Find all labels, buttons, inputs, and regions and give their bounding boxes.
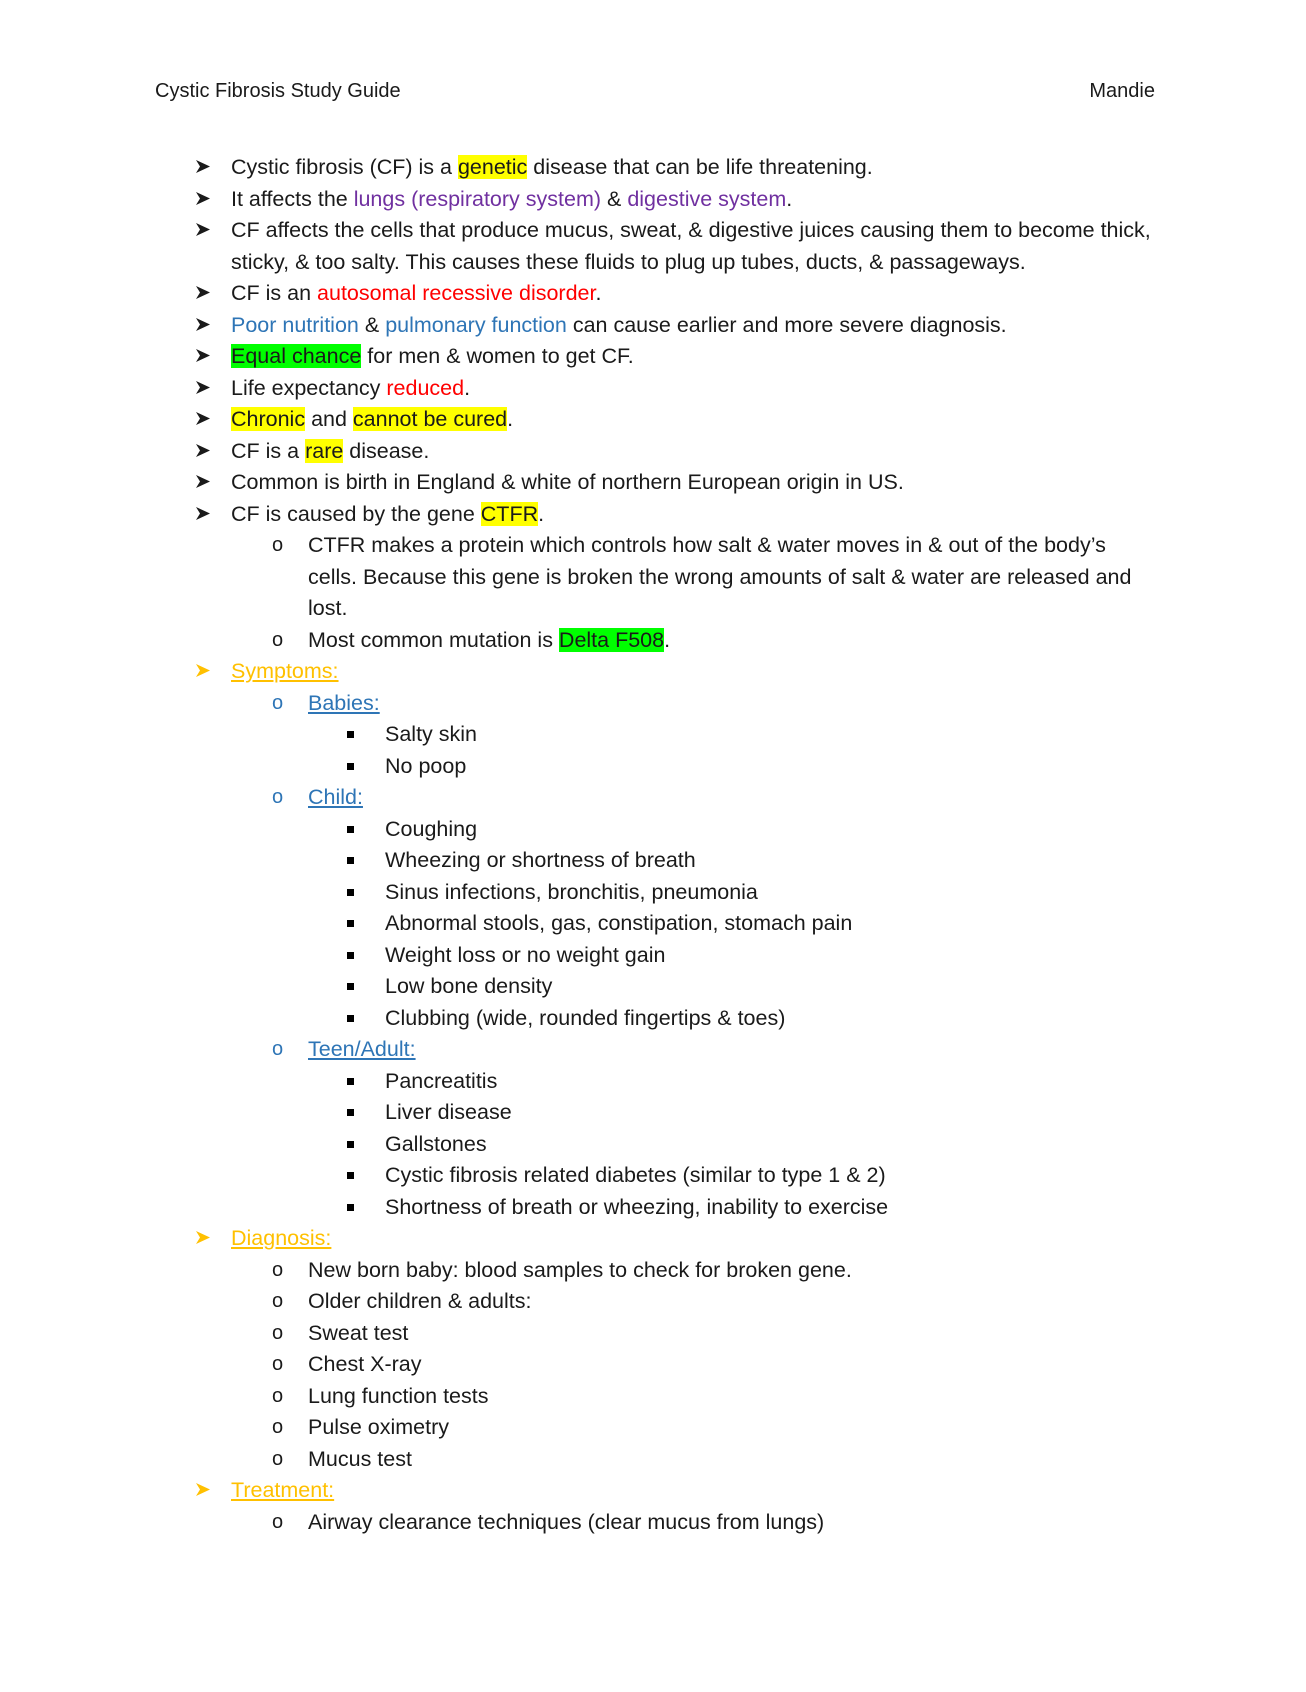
list-item: Cystic fibrosis related diabetes (similar to type 1 & 2) [0,1160,1306,1192]
arrow-bullet-icon [195,310,211,332]
list-item: Liver disease [0,1097,1306,1129]
bullet-item: CF is an autosomal recessive disorder. [0,278,1306,310]
list-item: o Pulse oximetry [0,1412,1306,1444]
sub-bullet-item: o Most common mutation is Delta F508. [0,625,1306,657]
colored-term: autosomal recessive disorder [317,281,596,305]
bullet-item: CF affects the cells that produce mucus, sweat, & digestive juices causing them to become thick, sticky, & too salty. This causes these fluids to plug up tubes, ducts, & passageways. [0,215,1151,278]
bullet-item: CF is a rare disease. [0,436,1306,468]
square-bullet-icon [347,845,354,877]
arrow-bullet-icon [195,436,211,458]
list-item: Salty skin [0,719,1306,751]
arrow-bullet-icon [195,152,211,174]
arrow-bullet-icon [195,499,211,521]
circle-bullet-icon: o [272,1384,284,1407]
list-item: o Mucus test [0,1444,1306,1476]
circle-bullet-icon: o [272,1447,284,1470]
circle-bullet-icon: o [272,628,284,651]
symptom-group-label: o Teen/Adult: [0,1034,1306,1066]
arrow-bullet-icon [195,404,211,426]
list-item: Clubbing (wide, rounded fingertips & toes) [0,1003,1306,1035]
highlight: rare [305,438,344,463]
square-bullet-icon [347,1003,354,1035]
list-item: Sinus infections, bronchitis, pneumonia [0,877,1306,909]
author-name: Mandie [1089,80,1155,102]
circle-bullet-icon: o [272,1321,284,1344]
highlight: Chronic [231,407,306,431]
bullet-item: Life expectancy reduced. [0,373,1306,405]
bullet-item: Cystic fibrosis (CF) is a genetic disease that can be life threatening. [0,152,1306,184]
bullet-item: CF is caused by the gene CTFR. [0,499,1306,531]
circle-bullet-icon: o [272,1038,284,1060]
section-heading-diagnosis: Diagnosis: [0,1223,1306,1255]
highlight: Delta F508 [558,627,665,652]
list-item: Low bone density [0,971,1306,1003]
list-item: No poop [0,751,1306,783]
bullet-item: Poor nutrition & pulmonary function can cause earlier and more severe diagnosis. [0,310,1306,342]
circle-bullet-icon: o [272,1416,284,1438]
arrow-bullet-icon [195,656,211,678]
list-item: o Chest X-ray [0,1349,1306,1381]
list-item: o Sweat test [0,1318,1306,1350]
page-header [155,80,1155,110]
sub-bullet-item: o CTFR makes a protein which controls how salt & water moves in & out of the body’s cells. Because this gene is broken the wrong amounts of salt & water are released and lost. [0,530,1150,625]
list-item: Coughing [0,814,1306,846]
square-bullet-icon [347,1192,354,1224]
list-item: Abnormal stools, gas, constipation, stomach pain [0,908,1306,940]
circle-bullet-icon: o [272,1510,284,1533]
circle-bullet-icon: o [272,1353,284,1375]
arrow-bullet-icon [195,278,211,300]
list-item: Weight loss or no weight gain [0,940,1306,972]
square-bullet-icon [347,814,354,846]
bullet-item: It affects the lungs (respiratory system) & digestive system. [0,184,1306,216]
section-heading-symptoms: Symptoms: [0,656,1306,688]
arrow-bullet-icon [195,1475,211,1497]
colored-term: Poor nutrition [231,312,359,337]
square-bullet-icon [347,877,354,909]
colored-term: digestive system [627,186,787,211]
document-body [0,152,1306,1538]
highlight: Equal chance [231,344,362,368]
list-item: Shortness of breath or wheezing, inability to exercise [0,1192,1306,1224]
list-item: o New born baby: blood samples to check for broken gene. [0,1255,1306,1287]
highlight: CTFR [480,501,539,526]
square-bullet-icon [347,908,354,940]
highlight: cannot be cured [352,407,508,431]
circle-bullet-icon: o [272,1258,284,1281]
square-bullet-icon [347,751,354,783]
arrow-bullet-icon [195,341,211,363]
bullet-item: Equal chance for men & women to get CF. [0,341,1306,373]
symptom-group-label: o Babies: [0,688,1306,720]
square-bullet-icon [347,1160,354,1192]
arrow-bullet-icon [195,467,211,489]
bullet-item: Common is birth in England & white of northern European origin in US. [0,467,1306,499]
arrow-bullet-icon [195,373,211,395]
colored-term: lungs (respiratory system) [353,186,602,211]
square-bullet-icon [347,1066,354,1098]
list-item: Pancreatitis [0,1066,1306,1098]
circle-bullet-icon: o [272,786,284,808]
arrow-bullet-icon [195,1223,211,1245]
square-bullet-icon [347,940,354,972]
list-item: Wheezing or shortness of breath [0,845,1306,877]
symptom-group-label: o Child: [0,782,1306,814]
square-bullet-icon [347,971,354,1003]
circle-bullet-icon: o [272,691,284,714]
highlight: genetic [457,155,528,179]
circle-bullet-icon: o [272,534,284,556]
circle-bullet-icon: o [272,1290,284,1312]
colored-term: pulmonary function [385,312,567,337]
document-title: Cystic Fibrosis Study Guide [155,80,401,102]
square-bullet-icon [347,719,354,751]
bullet-item: Chronic and cannot be cured. [0,404,1306,436]
list-item: o Airway clearance techniques (clear mucus from lungs) [0,1507,1306,1539]
section-heading-treatment: Treatment: [0,1475,1306,1507]
arrow-bullet-icon [195,184,211,206]
list-item: Gallstones [0,1129,1306,1161]
list-item: o Older children & adults: [0,1286,1306,1318]
arrow-bullet-icon [195,215,211,237]
square-bullet-icon [347,1097,354,1129]
list-item: o Lung function tests [0,1381,1306,1413]
square-bullet-icon [347,1129,354,1161]
colored-term: reduced [386,375,465,400]
